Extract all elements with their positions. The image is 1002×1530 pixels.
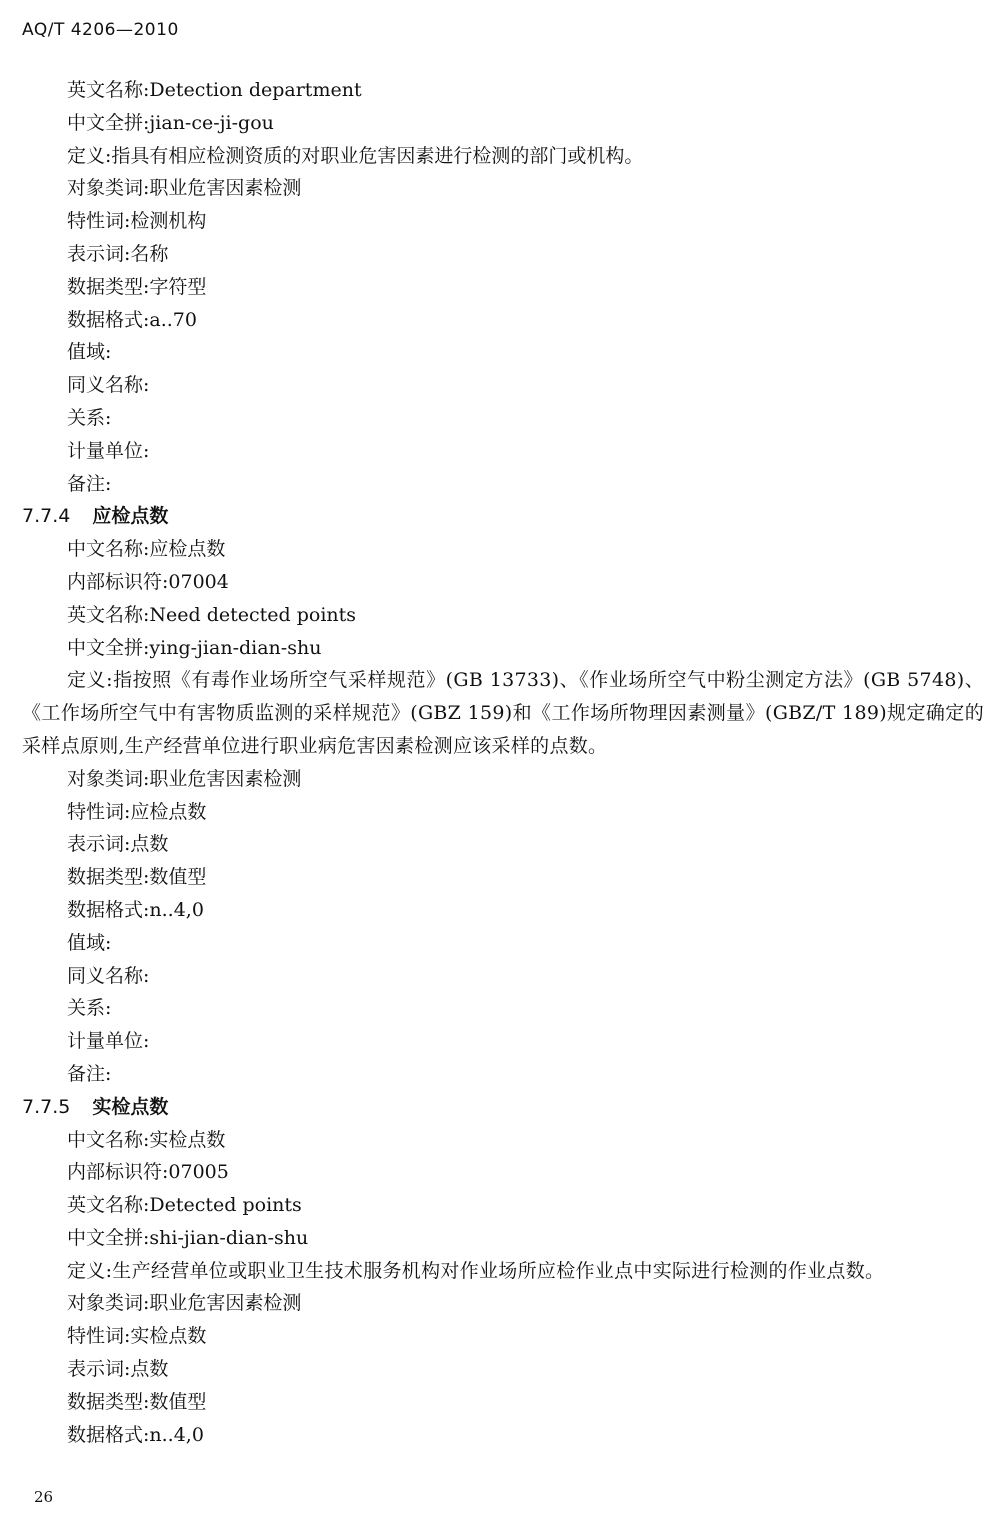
identifier-field: 内部标识符:07005 (67, 1161, 229, 1184)
remark-field: 备注: (67, 1062, 112, 1085)
property-field: 特性词:应检点数 (67, 800, 207, 823)
object-class-field: 对象类词:职业危害因素检测 (67, 1292, 302, 1315)
english-name-field: 英文名称:Detection department (67, 79, 362, 101)
document-body (22, 74, 984, 1451)
definition-field: 定义:指具有相应检测资质的对职业危害因素进行检测的部门或机构。 (67, 144, 644, 167)
representation-field: 表示词:点数 (67, 1358, 169, 1381)
synonym-field: 同义名称: (67, 374, 150, 397)
property-field: 特性词:实检点数 (67, 1325, 207, 1348)
definition-paragraph: 定义:生产经营单位或职业卫生技术服务机构对作业场所应检作业点中实际进行检测的作业点数。 (67, 1259, 885, 1282)
data-type-field: 数据类型:数值型 (67, 1390, 207, 1413)
synonym-field: 同义名称: (67, 964, 150, 987)
standard-code-header: AQ/T 4206—2010 (22, 20, 179, 40)
unit-field: 计量单位: (67, 439, 150, 462)
relation-field: 关系: (67, 997, 112, 1020)
identifier-field: 内部标识符:07004 (67, 570, 229, 593)
chinese-name-field: 中文名称:应检点数 (67, 538, 226, 561)
property-field: 特性词:检测机构 (67, 210, 207, 233)
value-domain-field: 值域: (67, 341, 112, 364)
remark-field: 备注: (67, 472, 112, 495)
unit-field: 计量单位: (67, 1030, 150, 1053)
section-number: 7.7.5 (22, 1095, 71, 1118)
section-heading-774 (22, 500, 984, 533)
value-domain-field: 值域: (67, 931, 112, 954)
section-title: 应检点数 (92, 505, 169, 528)
chinese-name-field: 中文名称:实检点数 (67, 1128, 226, 1151)
data-format-field: 数据格式:n..4,0 (67, 898, 204, 921)
object-class-field: 对象类词:职业危害因素检测 (67, 767, 302, 790)
pinyin-field: 中文全拼:jian-ce-ji-gou (67, 111, 274, 134)
data-type-field: 数据类型:字符型 (67, 275, 207, 298)
representation-field: 表示词:点数 (67, 833, 169, 856)
representation-field: 表示词:名称 (67, 242, 169, 265)
english-name-field: 英文名称:Need detected points (67, 603, 357, 626)
data-format-field: 数据格式:n..4,0 (67, 1423, 204, 1446)
section-heading-775 (22, 1091, 984, 1124)
data-format-field: 数据格式:a..70 (67, 308, 197, 331)
pinyin-field: 中文全拼:shi-jian-dian-shu (67, 1226, 309, 1249)
pinyin-field: 中文全拼:ying-jian-dian-shu (67, 636, 322, 659)
relation-field: 关系: (67, 406, 112, 429)
data-type-field: 数据类型:数值型 (67, 866, 207, 889)
section-title: 实检点数 (92, 1095, 169, 1118)
definition-paragraph: 定义:指按照《有毒作业场所空气采样规范》(GB 13733)、《作业场所空气中粉尘测定方法》(GB 5748)、《工作场所空气中有害物质监测的采样规范》(GBZ 159)和《工作场所物理因素测量》(GBZ/T 189)规定确定的采样点原则,生产经营单位进行职业病危害因素检测应该采样的点数。 (22, 669, 984, 757)
section-number: 7.7.4 (22, 505, 71, 528)
object-class-field: 对象类词:职业危害因素检测 (67, 177, 302, 200)
page-number: 26 (34, 1488, 54, 1506)
english-name-field: 英文名称:Detected points (67, 1194, 302, 1217)
